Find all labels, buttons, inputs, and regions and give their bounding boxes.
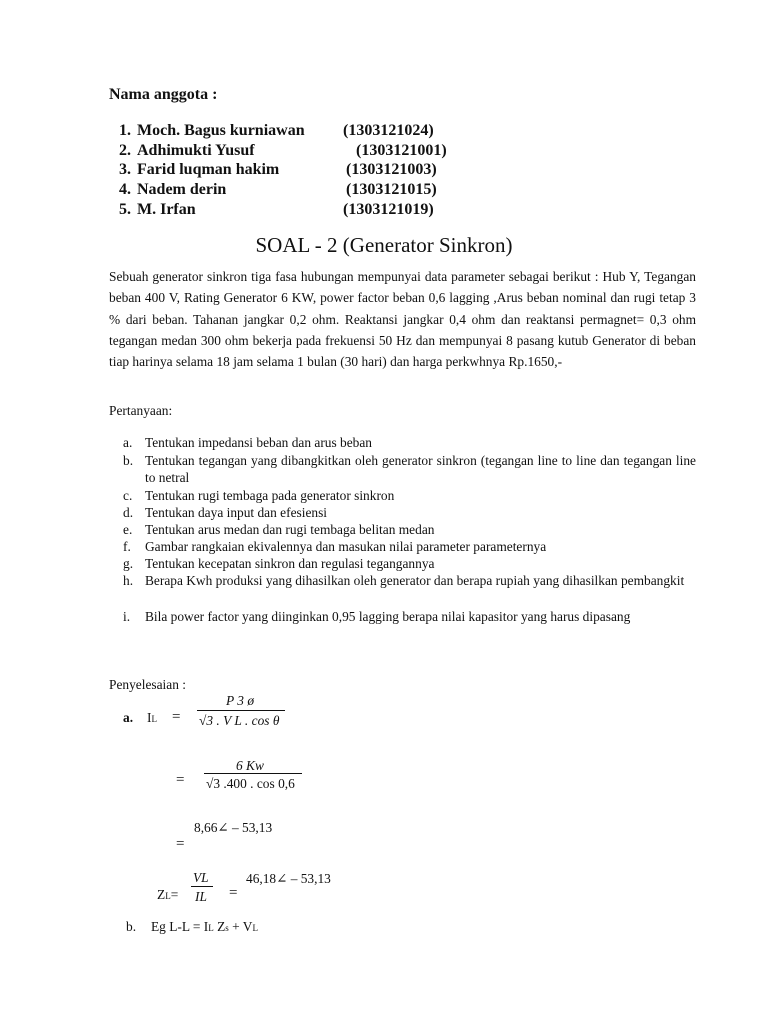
solution-a-key: a. <box>123 710 134 725</box>
fraction-2-bar <box>204 773 302 774</box>
zl-symbol: ZL= <box>157 887 179 902</box>
equals-sign: = <box>176 836 185 852</box>
question-text: Tentukan impedansi beban dan arus beban <box>145 435 372 450</box>
problem-paragraph: Sebuah generator sinkron tiga fasa hubungan mempunyai data parameter sebagai berikut : Hub Y, Tegangan beban 400 V, Rating Generator 6 KW, power factor beban 0,6 lagging ,Arus beban nominal dan rugi tetap 3 % dari beban. Tahanan jangkar 0,2 ohm. Reaktansi jangkar 0,4 ohm dan reaktansi permagnet= 0,3 ohm tegangan medan 300 ohm bekerja pada frekuensi 50 Hz dan mempunyai 8 pasang kutub Generator di beban tiap harinya selama 18 jam selama 1 bulan (30 hari) dan harga perkwhnya Rp.1650,- <box>109 269 696 370</box>
result-current: 8,66∠ – 53,13 <box>194 820 273 835</box>
result-impedance: 46,18∠ – 53,13 <box>246 871 331 886</box>
question-text: Berapa Kwh produksi yang dihasilkan oleh generator dan berapa rupiah yang dihasilkan pembangkit <box>145 573 685 588</box>
member-name: Moch. Bagus kurniawan <box>137 122 305 139</box>
fraction-3-bar <box>191 886 213 887</box>
member-number: 1. <box>119 122 131 139</box>
question-key: b. <box>123 453 134 468</box>
members-title: Nama anggota : <box>109 86 218 103</box>
question-text: Tentukan rugi tembaga pada generator sinkron <box>145 488 395 503</box>
question-key: a. <box>123 435 133 450</box>
question-text: Tentukan arus medan dan rugi tembaga belitan medan <box>145 522 435 537</box>
fraction-3-denominator: IL <box>195 889 207 904</box>
member-name: Nadem derin <box>137 181 227 198</box>
il-symbol: IL <box>147 710 157 725</box>
questions-label: Pertanyaan: <box>109 403 173 418</box>
question-text: Bila power factor yang diinginkan 0,95 lagging berapa nilai kapasitor yang harus dipasang <box>145 609 631 624</box>
member-nim: (1303121015) <box>346 181 437 198</box>
member-name: Adhimukti Yusuf <box>137 142 255 159</box>
question-text: Tentukan daya input dan efesiensi <box>145 505 328 520</box>
member-number: 2. <box>119 142 131 159</box>
equals-sign: = <box>176 772 185 788</box>
member-nim: (1303121003) <box>346 161 437 178</box>
equals-sign: = <box>229 885 238 901</box>
equals-sign: = <box>172 709 181 725</box>
member-nim: (1303121024) <box>343 122 434 139</box>
fraction-2-denominator: √3 .400 . cos 0,6 <box>206 776 295 791</box>
question-key: e. <box>123 522 133 537</box>
member-number: 3. <box>119 161 131 178</box>
question-text: Gambar rangkaian ekivalennya dan masukan nilai parameter parameternya <box>145 539 547 554</box>
question-key: h. <box>123 573 134 588</box>
member-nim: (1303121019) <box>343 201 434 218</box>
member-number: 5. <box>119 201 131 218</box>
question-key: f. <box>123 539 131 554</box>
fraction-2-numerator: 6 Kw <box>236 758 264 773</box>
document-title: SOAL - 2 (Generator Sinkron) <box>255 233 513 257</box>
member-number: 4. <box>119 181 131 198</box>
member-name: Farid luqman hakim <box>137 161 280 178</box>
question-key: i. <box>123 609 131 624</box>
question-key: c. <box>123 488 133 503</box>
question-text: Tentukan tegangan yang dibangkitkan oleh generator sinkron (tegangan line to line dan tegangan line to netral <box>145 453 696 485</box>
solution-b-key: b. <box>126 919 137 934</box>
question-key: g. <box>123 556 134 571</box>
question-text: Tentukan kecepatan sinkron dan regulasi tegangannya <box>145 556 435 571</box>
member-name: M. Irfan <box>137 201 196 218</box>
fraction-3-numerator: VL <box>193 870 209 885</box>
eg-equation: Eg L-L = IL Zs + VL <box>151 919 258 934</box>
fraction-1-numerator: P 3 ø <box>226 693 255 708</box>
fraction-1-denominator: √3 . V L . cos θ <box>199 713 280 728</box>
member-nim: (1303121001) <box>356 142 447 159</box>
solution-label: Penyelesaian : <box>109 677 186 692</box>
fraction-1-bar <box>197 710 285 711</box>
question-key: d. <box>123 505 134 520</box>
